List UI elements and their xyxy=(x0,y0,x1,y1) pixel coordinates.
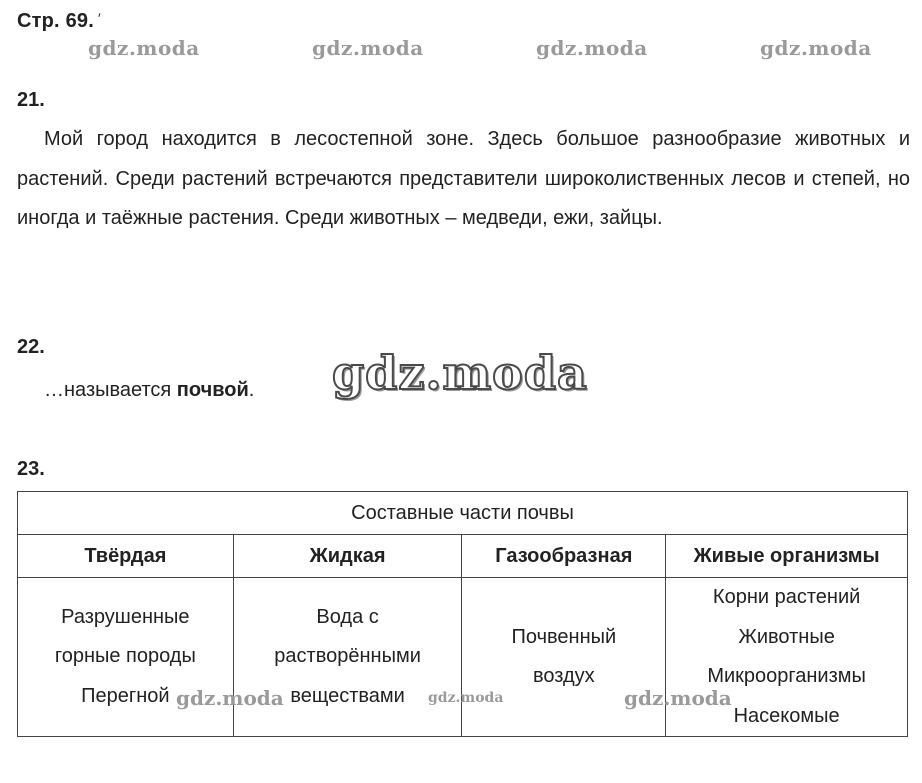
table-header-row xyxy=(18,535,908,578)
cell-line: Животные xyxy=(738,625,835,648)
task-number-23: 23. xyxy=(17,458,45,480)
cell-line: веществами xyxy=(290,684,405,707)
table-caption: Составные части почвы xyxy=(18,492,908,535)
cell-line: Вода с xyxy=(316,605,379,628)
watermark: gdz.moda xyxy=(176,686,284,710)
column-header-solid: Твёрдая xyxy=(18,535,234,578)
cell-living xyxy=(666,578,908,737)
column-header-living: Живые организмы xyxy=(666,535,908,578)
task-21-answer: Мой город находится в лесостепной зоне. Здесь большое разнообразие животных и растений. Среди растений встречаются представители широколиственных лесов и степей, но иногда и таёжные растения. Среди животных – медведи, ежи, зайцы. xyxy=(17,128,910,229)
watermark: gdz.moda xyxy=(88,36,200,60)
task-22-bold-word: почвой xyxy=(176,379,249,401)
cell-solid xyxy=(18,578,234,737)
table-row xyxy=(18,578,908,737)
watermark: gdz.moda xyxy=(760,36,872,60)
cell-gaseous xyxy=(462,578,666,737)
task-number-21: 21. xyxy=(17,89,45,111)
cell-line: Микроорганизмы xyxy=(707,665,866,687)
cell-line: растворёнными xyxy=(274,645,421,668)
watermark-large: gdz.moda xyxy=(332,346,588,400)
cell-liquid xyxy=(233,578,462,737)
cell-line: Почвенный xyxy=(511,625,617,648)
table-caption-row xyxy=(18,492,908,535)
watermark: gdz.moda xyxy=(624,686,732,710)
page-mark: ′ xyxy=(97,10,101,26)
task-22-prefix: …называется xyxy=(44,379,177,401)
cell-line: Перегной xyxy=(81,684,170,707)
column-header-liquid: Жидкая xyxy=(233,535,462,578)
column-header-gaseous: Газообразная xyxy=(462,535,666,578)
cell-line: воздух xyxy=(532,665,595,687)
watermark: gdz.moda xyxy=(536,36,648,60)
watermark: gdz.moda xyxy=(428,690,504,706)
page-label: Стр. 69. xyxy=(17,10,94,32)
task-number-22: 22. xyxy=(17,336,45,358)
cell-line: Разрушенные xyxy=(61,605,190,628)
cell-line: горные породы xyxy=(54,645,196,668)
cell-line: Корни растений xyxy=(712,586,861,608)
cell-line: Насекомые xyxy=(733,704,840,727)
task-22-answer xyxy=(44,379,254,402)
watermark: gdz.moda xyxy=(312,36,424,60)
task-22-suffix: . xyxy=(248,379,255,401)
page-header xyxy=(17,10,101,33)
